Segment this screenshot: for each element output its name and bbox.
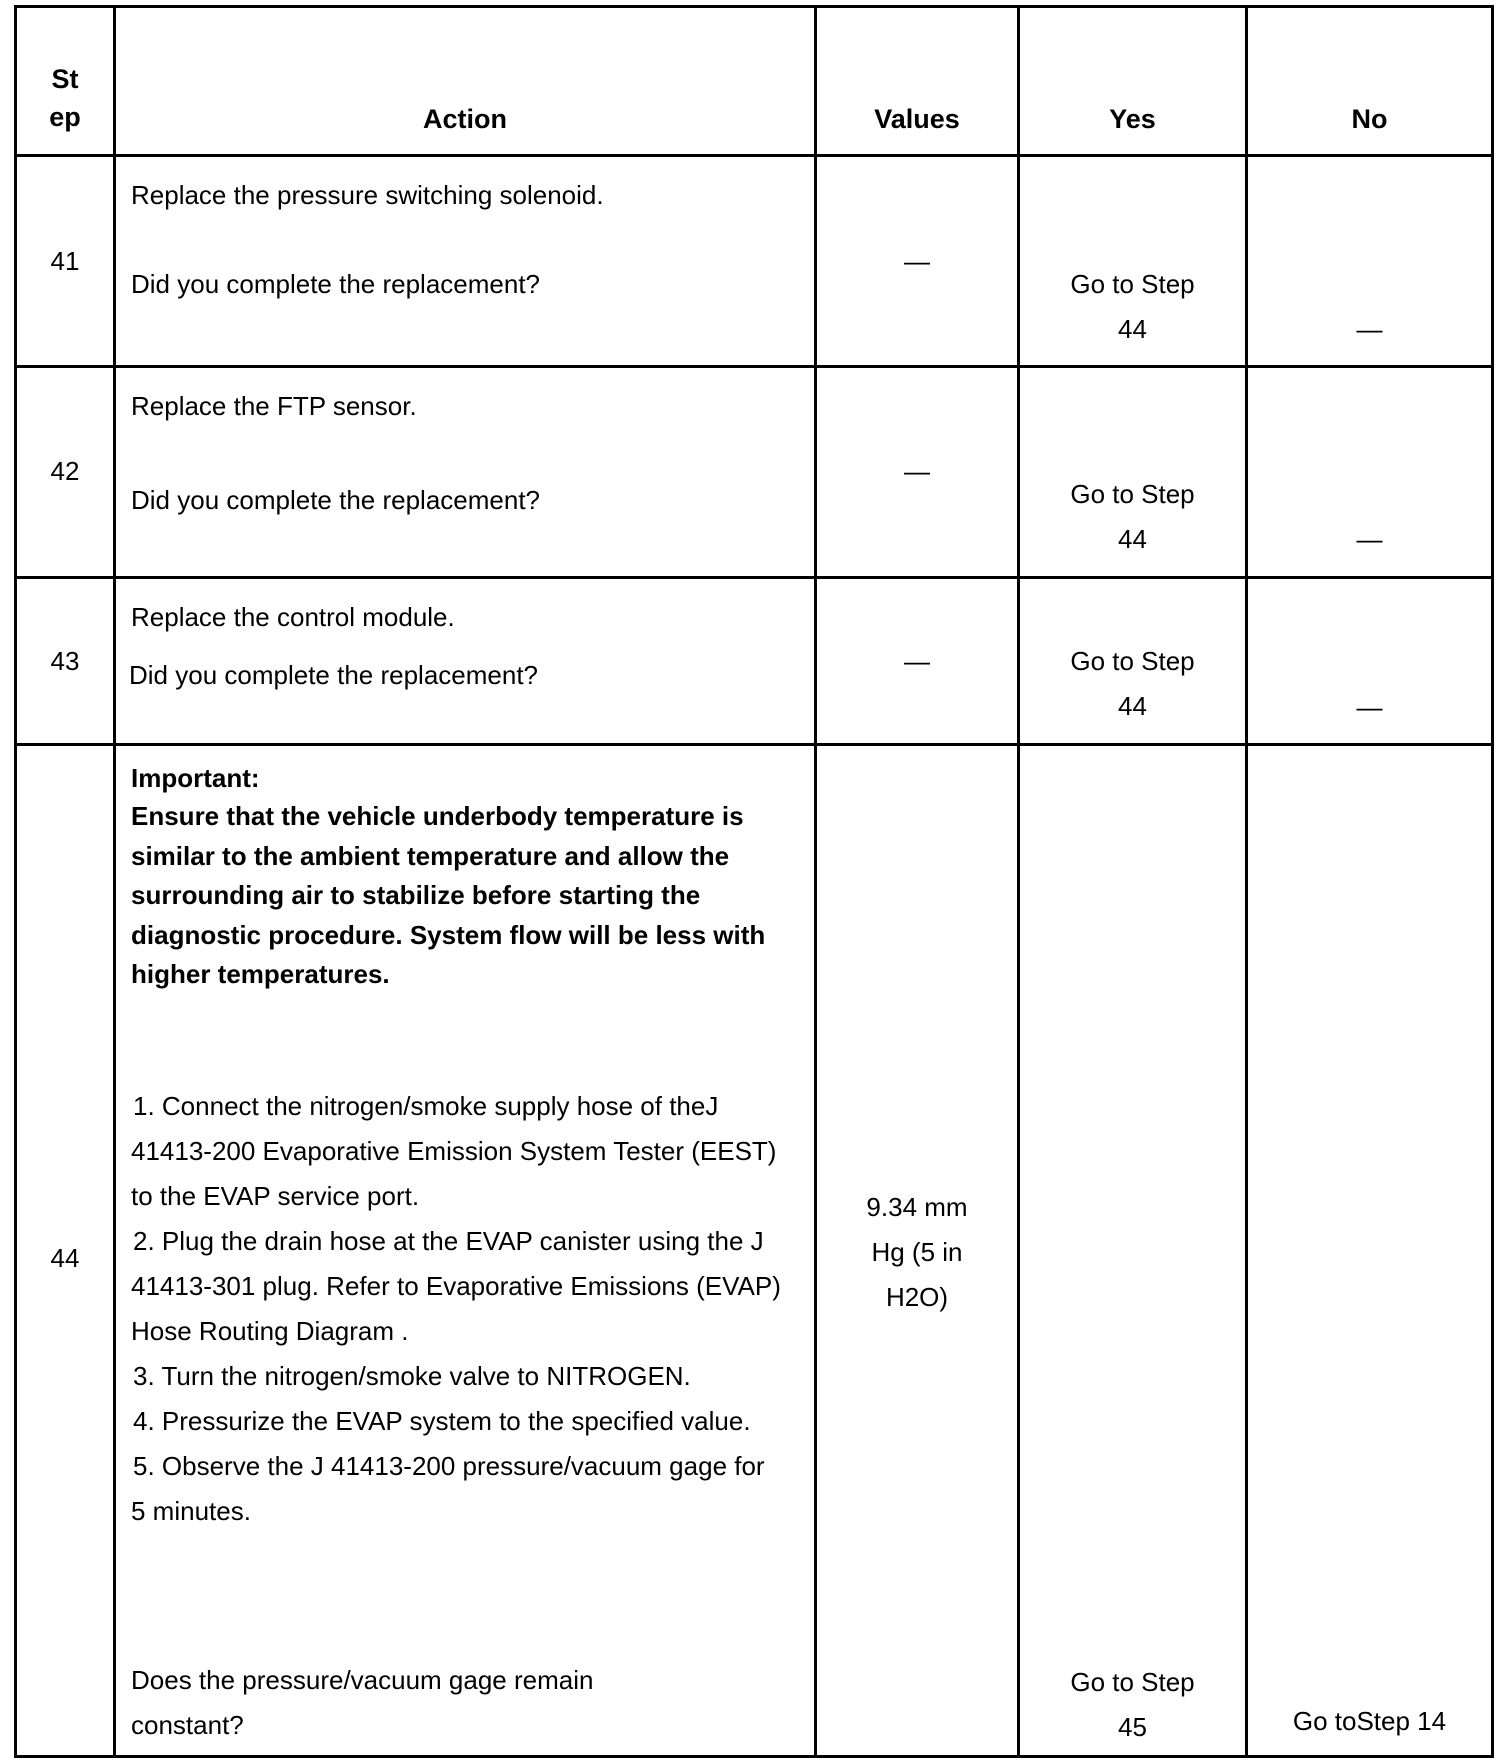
yes-cell: Go to Step 44 <box>1070 646 1195 721</box>
value-cell: — <box>904 456 930 486</box>
no-cell: — <box>1356 692 1383 722</box>
table-border-top <box>14 5 1494 8</box>
list-item: 4. Pressurize the EVAP system to the specified value. <box>133 1406 751 1436</box>
header-step: St ep <box>49 64 81 132</box>
action-question: Did you complete the replacement? <box>131 485 541 515</box>
value-cell: — <box>904 646 930 676</box>
action-text: Replace the pressure switching solenoid. <box>131 180 604 210</box>
no-cell: — <box>1356 524 1383 554</box>
list-item: 1. Connect the nitrogen/smoke supply hose of theJ 41413-200 Evaporative Emission System Tester (EEST) to the EVAP service port. <box>131 1091 777 1211</box>
procedure-list <box>131 1084 791 1534</box>
row-divider <box>14 365 1494 368</box>
value-cell: 9.34 mm Hg (5 in H2O) <box>866 1192 968 1312</box>
header-values: Values <box>874 104 960 134</box>
header-no: No <box>1351 104 1388 134</box>
table-border-bottom <box>14 1755 1494 1758</box>
row-divider <box>14 743 1494 746</box>
step-number: 42 <box>50 456 80 486</box>
list-item: 3. Turn the nitrogen/smoke valve to NITROGEN. <box>133 1361 691 1391</box>
important-note: Ensure that the vehicle underbody temperature is similar to the ambient temperature and allow the surrounding air to stabilize before starting the diagnostic procedure. System flow will be less with higher temperatures. <box>131 801 766 989</box>
action-question: Did you complete the replacement? <box>129 660 539 690</box>
header-yes: Yes <box>1109 104 1156 134</box>
column-divider <box>1245 5 1248 1758</box>
step-number: 41 <box>50 246 80 276</box>
list-item: 5. Observe the J 41413-200 pressure/vacuum gage for 5 minutes. <box>131 1451 765 1526</box>
action-text: Replace the FTP sensor. <box>131 391 417 421</box>
yes-cell: Go to Step 44 <box>1070 269 1195 344</box>
diagnostic-table <box>14 5 1494 1758</box>
step-number: 43 <box>50 646 80 676</box>
no-cell: Go toStep 14 <box>1292 1706 1447 1736</box>
no-cell: — <box>1356 314 1383 344</box>
action-question: Did you complete the replacement? <box>131 269 541 299</box>
step-number: 44 <box>50 1243 80 1273</box>
yes-cell: Go to Step 45 <box>1070 1667 1195 1742</box>
value-cell: — <box>904 246 930 276</box>
row-divider <box>14 576 1494 579</box>
row-divider <box>14 154 1494 157</box>
action-text: Replace the control module. <box>131 602 455 632</box>
header-action: Action <box>423 104 507 134</box>
important-label: Important: <box>131 763 260 793</box>
action-question: Does the pressure/vacuum gage remain constant? <box>131 1665 594 1740</box>
table-border-right <box>1491 5 1494 1758</box>
yes-cell: Go to Step 44 <box>1070 479 1195 554</box>
list-item: 2. Plug the drain hose at the EVAP canister using the J 41413-301 plug. Refer to Evaporative Emissions (EVAP) Hose Routing Diagram . <box>131 1226 781 1346</box>
